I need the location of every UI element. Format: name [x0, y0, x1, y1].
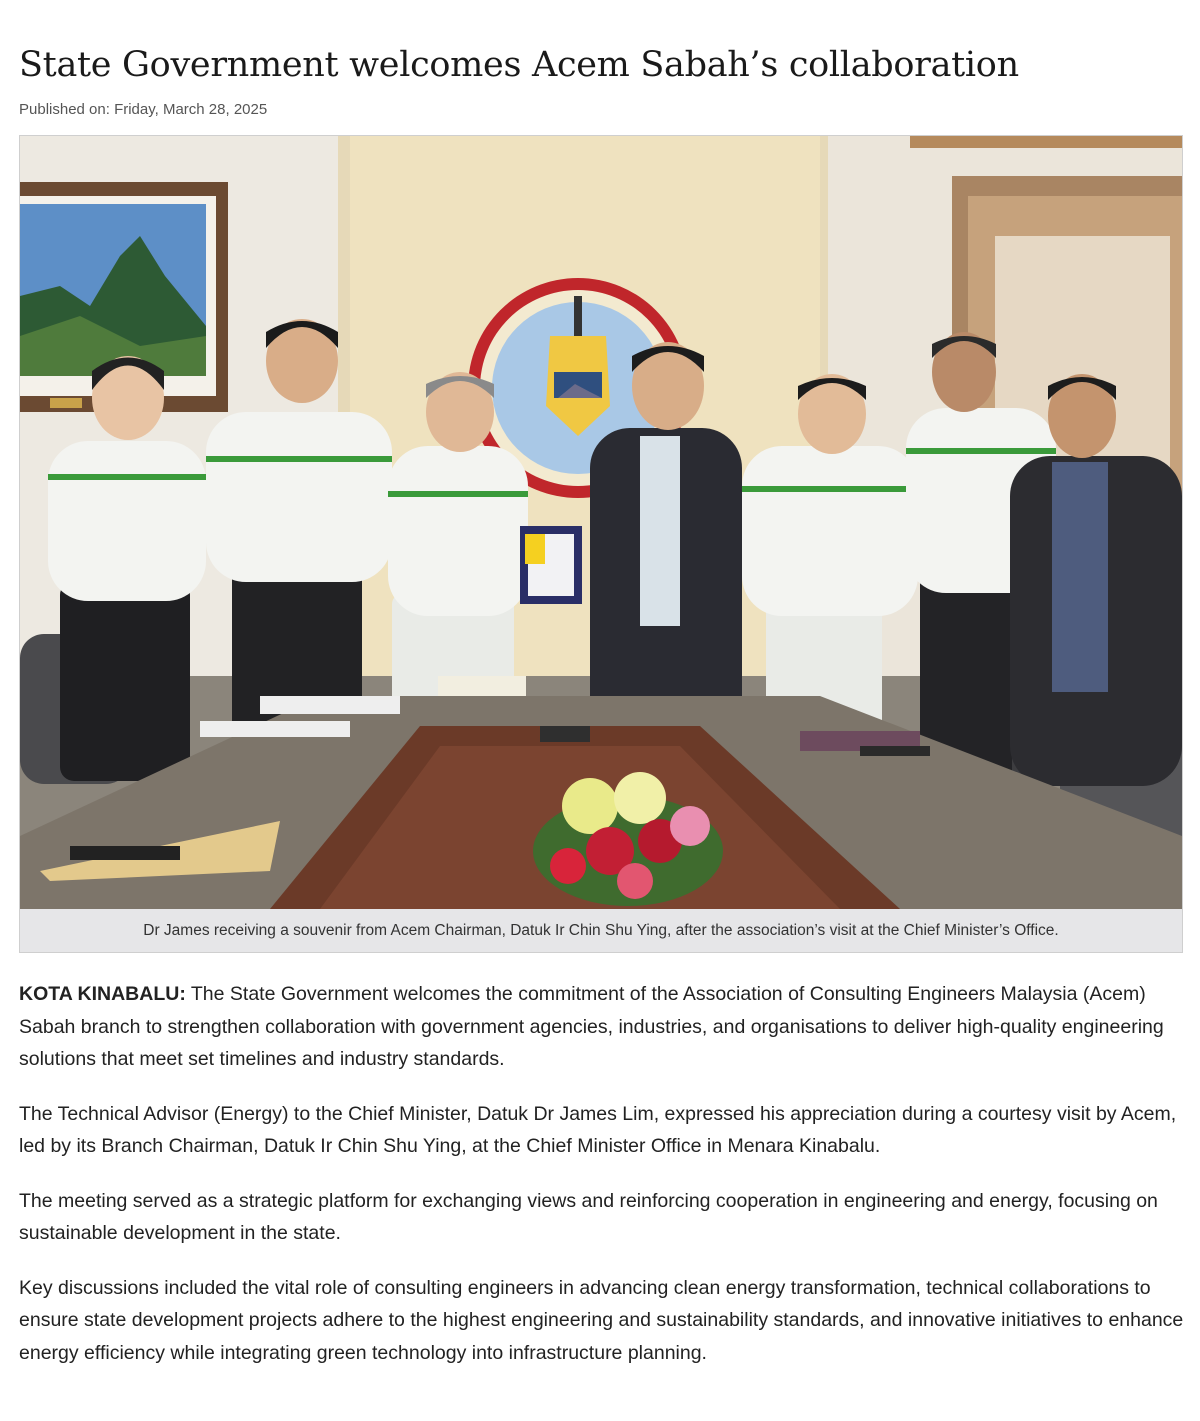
- paragraph-1-text: The State Government welcomes the commitment of the Association of Consulting Engineers Malaysia (Acem) Sabah branch to strengthen collaboration with government agencies, industries, and organisations to deliver high-quality engineering solutions that meet set timelines and industry standards.: [19, 983, 1164, 1070]
- article-photo: [20, 136, 1182, 909]
- body-paragraph-3: The meeting served as a strategic platform for exchanging views and reinforcing cooperation in engineering and energy, focusing on sustainable development in the state.: [19, 1189, 1158, 1244]
- body-paragraph-4: Key discussions included the vital role of consulting engineers in advancing clean energy transformation, technical collaborations to ensure state development projects adhere to the highest engineering and sustainability standards, and innovative initiatives to enhance energy efficiency while integrating green technology into infrastructure planning.: [19, 1276, 1184, 1364]
- published-date: Published on: Friday, March 28, 2025: [19, 101, 268, 118]
- body-paragraph-2: The Technical Advisor (Energy) to the Chief Minister, Datuk Dr James Lim, expressed his appreciation during a courtesy visit by Acem, led by its Branch Chairman, Datuk Ir Chin Shu Ying, at the Chief Minister Office in Menara Kinabalu.: [19, 1102, 1177, 1157]
- photo-caption: Dr James receiving a souvenir from Acem Chairman, Datuk Ir Chin Shu Ying, after the association’s visit at the Chief Minister’s Office.: [20, 909, 1182, 952]
- article-headline: State Government welcomes Acem Sabah’s collaboration: [19, 45, 1019, 85]
- article-figure: [19, 135, 1183, 953]
- dateline: KOTA KINABALU:: [19, 983, 186, 1005]
- article-body: [19, 978, 1184, 1391]
- body-paragraph-1: [19, 978, 1184, 1076]
